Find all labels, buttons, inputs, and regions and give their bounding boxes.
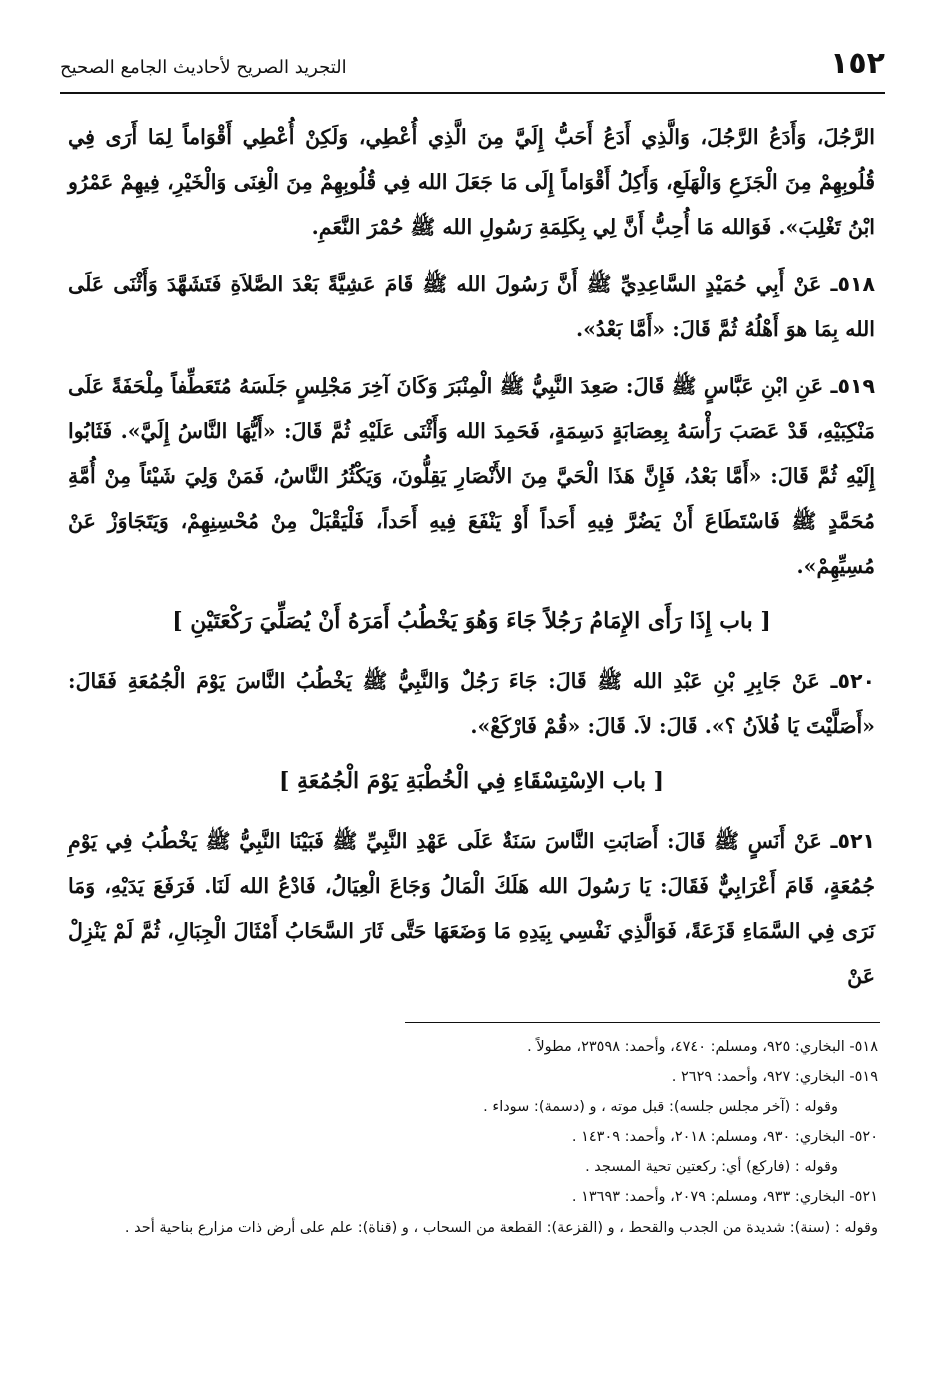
hadith-text: عَنْ أَنَسٍ ﷺ قَالَ: أَصَابَتِ النَّاسَ سَنَةٌ عَلَى عَهْدِ النَّبِيِّ ﷺ فَبَيْنَا النَّبِيُّ ﷺ يَخْطُبُ فِي يَوْمِ جُمُعَةٍ، قَامَ أَعْرَابِيٌّ فَقَالَ: يَا رَسُولَ الله هَلَكَ الْمَالُ وَجَاعَ الْعِيَالُ، فَادْعُ الله لَنَا. فَرَفَعَ يَدَيْهِ، وَمَا نَرَى فِي السَّمَاءِ قَزَعَةً، فَوَالَّذِي نَفْسِي بِيَدِهِ مَا وَضَعَهَا حَتَّى ثَارَ السَّحَابُ أَمْثَالَ الْجِبَالِ، ثُمَّ لَمْ يَنْزِلْ عَنْ bbox=[68, 829, 875, 988]
hadith-text: عَنِ ابْنِ عَبَّاسٍ ﷺ قَالَ: صَعِدَ النَّبِيُّ ﷺ الْمِنْبَرَ وَكَانَ آخِرَ مَجْلِسٍ جَلَسَهُ مُتَعَطِّفاً مِلْحَفَةً عَلَى مَنْكِبَيْهِ، قَدْ عَصَبَ رَأْسَهُ بِعِصَابَةٍ دَسِمَةٍ، فَحَمِدَ الله وَأَثْنَى عَلَيْهِ ثُمَّ قَالَ: «أَيُّهَا النَّاسُ إِلَيَّ». فَثَابُوا إِلَيْهِ ثُمَّ قَالَ: «أَمَّا بَعْدُ، فَإِنَّ هَذَا الْحَيَّ مِنَ الأَنْصَارِ يَقِلُّونَ، وَيَكْثُرُ النَّاسُ، فَمَنْ وَلِيَ شَيْئاً مِنْ أُمَّةِ مُحَمَّدٍ ﷺ فَاسْتَطَاعَ أَنْ يَضُرَّ فِيهِ أَحَداً أَوْ يَنْفَعَ فِيهِ أَحَداً، فَلْيَقْبَلْ مِنْ مُحْسِنِهِمْ، وَيَتَجَاوَزْ عَنْ مُسِيِّهِمْ». bbox=[68, 374, 875, 578]
footnote-divider bbox=[405, 1022, 880, 1023]
footnote-520: ٥٢٠- البخاري: ٩٣٠، ومسلم: ٢٠١٨، وأحمد: ١٤٣٠٩ . bbox=[571, 1129, 878, 1145]
footnotes bbox=[60, 1032, 878, 1244]
footnote-518: ٥١٨- البخاري: ٩٢٥، ومسلم: ٤٧٤٠، وأحمد: ٢٣٥٩٨، مطولاً . bbox=[527, 1039, 878, 1055]
chapter-heading: [ باب الاِسْتِسْقَاءِ فِي الْخُطْبَةِ يَوْمَ الْجُمُعَةِ ] bbox=[278, 768, 665, 794]
footnote-521-note: وقوله : (سنة): شديدة من الجدب والقحط ، و (القزعة): القطعة من السحاب ، و (قناة): علم على أرض ذات مزارع بناحية أحد . bbox=[124, 1220, 878, 1236]
page-number: ١٥٢ bbox=[830, 46, 885, 81]
hadith-text: عَنْ أَبِي حُمَيْدٍ السَّاعِدِيِّ ﷺ أَنَّ رَسُولَ الله ﷺ قَامَ عَشِيَّةً بَعْدَ الصَّلاَةِ فَتَشَهَّدَ وَأَثْنَى عَلَى الله بِمَا هوَ أَهْلُهُ ثُمَّ قَالَ: «أَمَّا بَعْدُ». bbox=[68, 272, 875, 341]
hadith-520 bbox=[68, 659, 875, 749]
chapter-heading: [ باب إِذَا رَأَى الإِمَامُ رَجُلاً جَاءَ وَهُوَ يَخْطُبُ أَمَرَهُ أَنْ يُصَلِّيَ رَكْعَتَيْنِ ] bbox=[172, 608, 771, 634]
hadith-521 bbox=[68, 819, 875, 999]
hadith-519 bbox=[68, 364, 875, 589]
footnote-520-note: وقوله : (فاركع) أي: ركعتين تحية المسجد . bbox=[585, 1159, 838, 1175]
page-header bbox=[60, 40, 885, 94]
hadith-text: عَنْ جَابِرِ بْنِ عَبْدِ الله ﷺ قَالَ: جَاءَ رَجُلٌ وَالنَّبِيُّ ﷺ يَخْطُبُ النَّاسَ يَوْمَ الْجُمُعَةِ فَقَالَ: «أَصَلَّيْتَ يَا فُلاَنُ ؟». قَالَ: لاَ. قَالَ: «قُمْ فَارْكَعْ». bbox=[68, 669, 875, 738]
book-title: التجريد الصريح لأحاديث الجامع الصحيح bbox=[60, 57, 347, 78]
hadith-number: ٥٢١ـ bbox=[830, 829, 875, 853]
hadith-number: ٥١٩ـ bbox=[830, 374, 875, 398]
main-text bbox=[68, 115, 875, 1011]
hadith-number: ٥١٨ـ bbox=[830, 272, 875, 296]
footnote-519-note: وقوله : (آخر مجلس جلسه): قبل موته ، و (دسمة): سوداء . bbox=[483, 1099, 838, 1115]
hadith-518 bbox=[68, 262, 875, 352]
footnote-521: ٥٢١- البخاري: ٩٣٣، ومسلم: ٢٠٧٩، وأحمد: ١٣٦٩٣ . bbox=[571, 1189, 878, 1205]
paragraph-continuation: الرَّجُلَ، وَأَدَعُ الرَّجُلَ، وَالَّذِي أَدَعُ أَحَبُّ إِلَيَّ مِنَ الَّذِي أُعْطِي، وَلَكِنْ أُعْطِي أَقْوَاماً لِمَا أَرَى فِي قُلُوبِهِمْ مِنَ الْجَزَعِ وَالْهَلَعِ، وَأَكِلُ أَقْوَاماً إِلَى مَا جَعَلَ الله فِي قُلُوبِهِمْ مِنَ الْغِنَى وَالْخَيْرِ، فِيهِمْ عَمْرُو ابْنُ تَغْلِبَ». فَوَالله مَا أُحِبُّ أَنَّ لِي بِكَلِمَةِ رَسُولِ الله ﷺ حُمْرَ النَّعَمِ. bbox=[68, 125, 875, 239]
footnote-519: ٥١٩- البخاري: ٩٢٧، وأحمد: ٢٦٢٩ . bbox=[671, 1069, 878, 1085]
hadith-number: ٥٢٠ـ bbox=[830, 669, 875, 693]
